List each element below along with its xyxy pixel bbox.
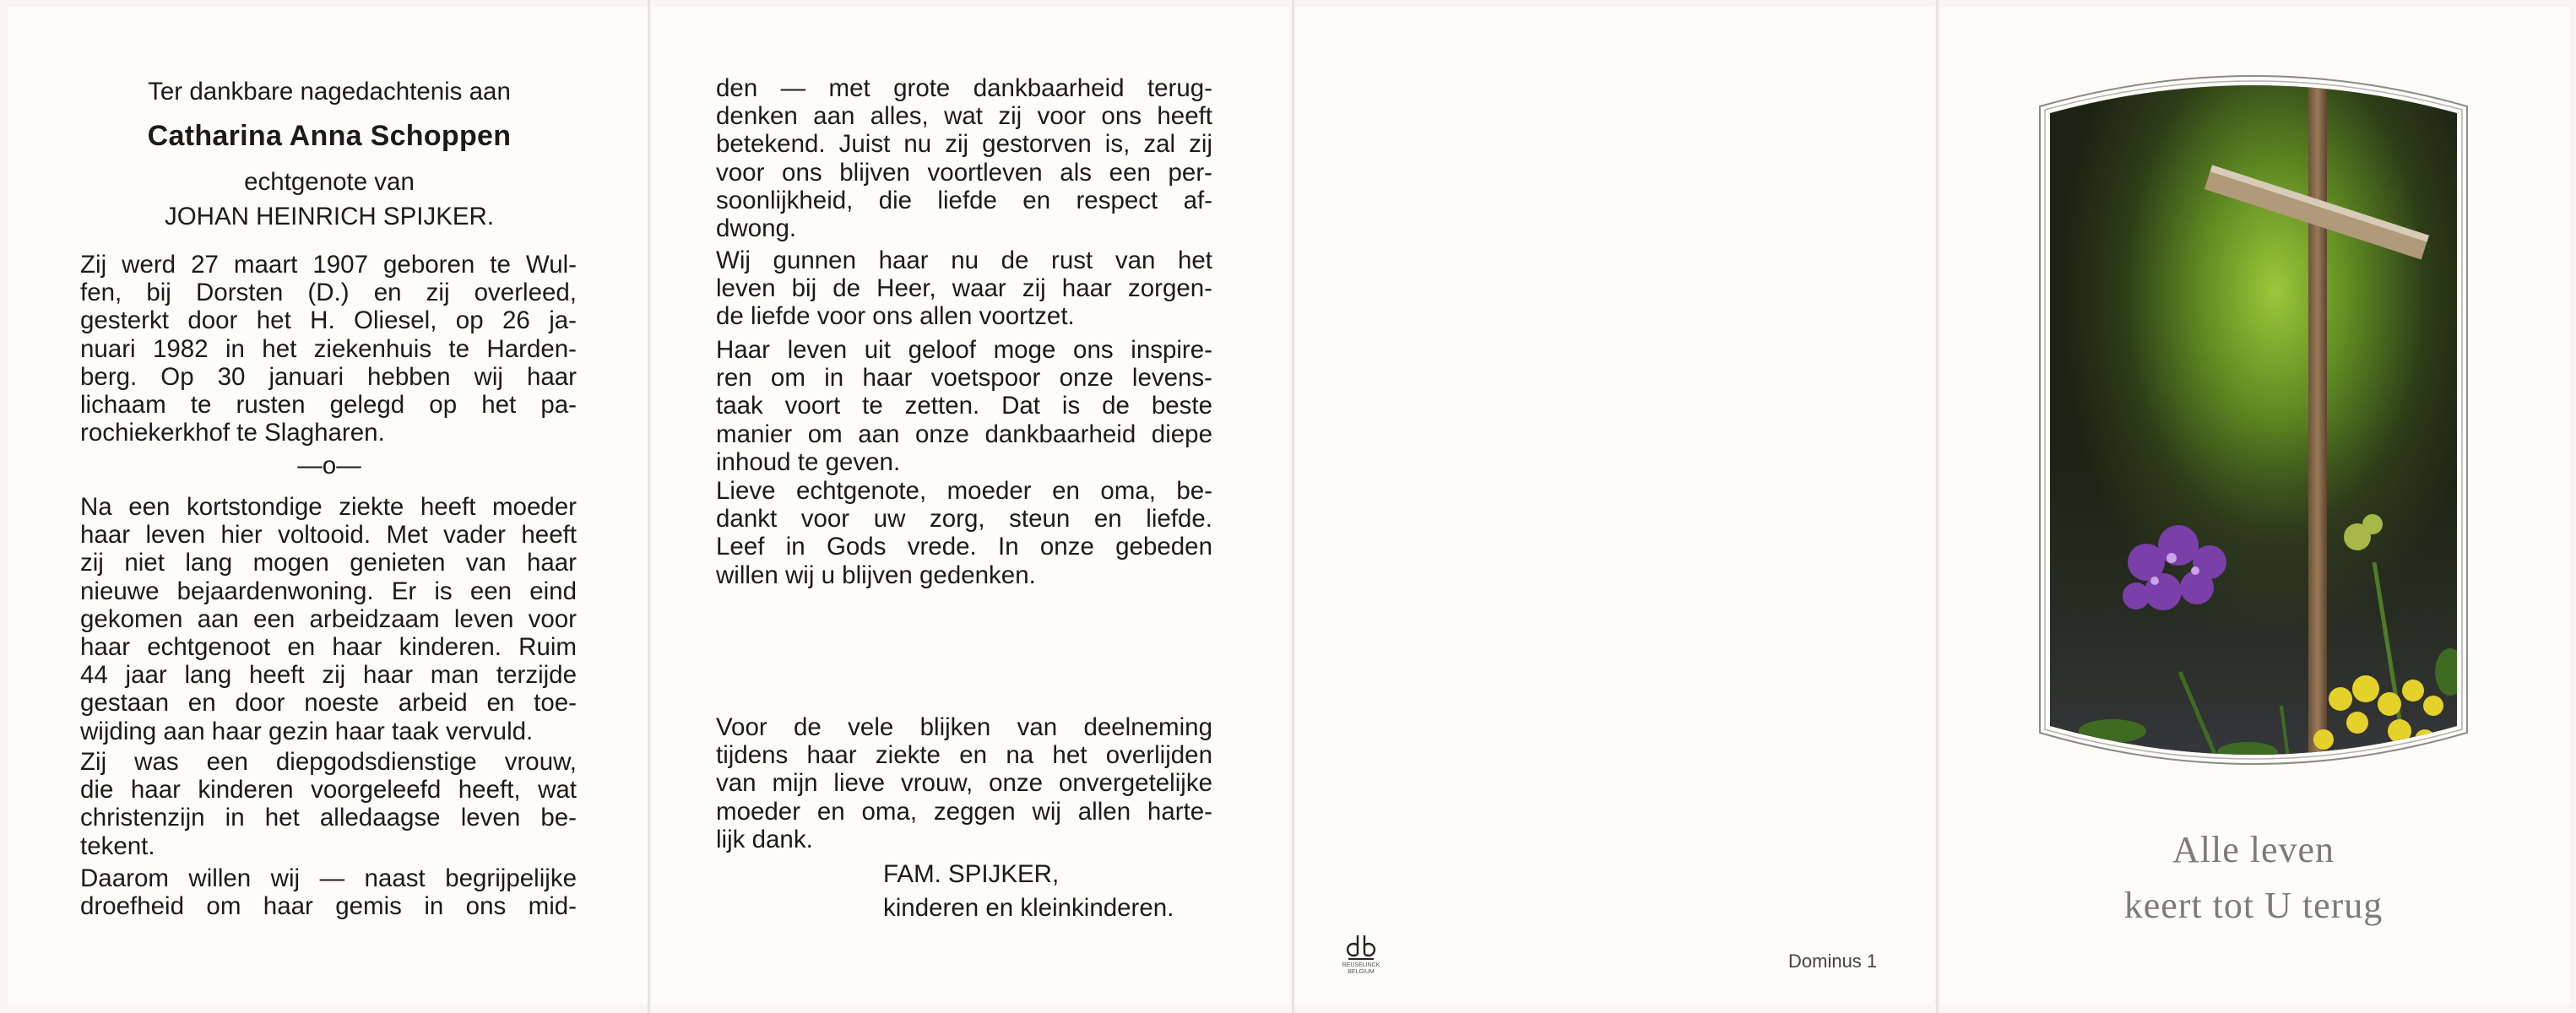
continuation-paragraph: [716, 74, 1212, 242]
inspiration-paragraph: [716, 336, 1212, 476]
fold-line: [648, 0, 650, 1013]
text-line: gesterkt door het H. Oliesel, op 26 ja-: [80, 306, 577, 335]
text-line: van mijn lieve vrouw, onze onvergetelijke: [716, 769, 1212, 798]
caption-line-2: keert tot U terug: [2123, 885, 2383, 926]
text-line: Na een kortstondige ziekte heeft moeder: [80, 493, 577, 521]
text-line: Wij gunnen haar nu de rust van het: [716, 246, 1212, 274]
caption-line-1: Alle leven: [2172, 829, 2335, 870]
closing-paragraph: [80, 864, 577, 920]
text-line: moeder en oma, zeggen wij allen harte-: [716, 797, 1212, 826]
series-label: Dominus 1: [1788, 951, 1878, 972]
text-line: lichaam te rusten gelegd op het pa-: [80, 391, 577, 420]
text-line: betekend. Juist nu zij gestorven is, zal zij: [716, 130, 1212, 159]
text-line: lijk dank.: [716, 825, 813, 853]
fold-line: [1936, 0, 1939, 1013]
text-line: fen, bij Dorsten (D.) en zij overleed,: [80, 279, 577, 307]
text-line: berg. Op 30 januari hebben wij haar: [80, 362, 577, 391]
text-line: haar echtgenoot en haar kinderen. Ruim: [80, 633, 577, 662]
text-line: Leef in Gods vrede. In onze gebeden: [716, 533, 1212, 561]
text-line: gekomen aan een arbeidzaam leven voor: [80, 604, 577, 633]
text-line: taak voort te zetten. Dat is de beste: [716, 392, 1212, 420]
publisher-logo: [1342, 934, 1380, 975]
farewell-paragraph: [716, 477, 1212, 589]
text-line: gestaan en door noeste arbeid en toe-: [80, 689, 577, 718]
text-line: Zij was een diepgodsdienstige vrouw,: [80, 748, 577, 776]
publisher-logo-icon: [1342, 934, 1380, 962]
text-line: Haar leven uit geloof moge ons inspire-: [716, 336, 1212, 364]
text-line: wijding aan haar gezin haar taak vervuld.: [80, 717, 534, 745]
text-line: rochiekerkhof te Slagharen.: [80, 419, 385, 447]
signature-children: kinderen en kleinkinderen.: [883, 894, 1174, 922]
tribute-paragraph: [80, 493, 577, 745]
biography-paragraph: [80, 251, 577, 447]
faith-paragraph: [80, 748, 577, 860]
cover-photo: [2036, 64, 2470, 772]
fold-line: [1292, 0, 1294, 1013]
text-line: Lieve echtgenote, moeder en oma, be-: [716, 477, 1212, 505]
text-line: christenzijn in het alledaagse leven be-: [80, 804, 577, 832]
text-line: haar leven hier voltooid. Met vader heeft: [80, 521, 577, 550]
text-line: die haar kinderen voorgeleefd heeft, wat: [80, 776, 577, 804]
text-line: nuari 1982 in het ziekenhuis te Harden-: [80, 334, 577, 363]
signature-family: FAM. SPIJKER,: [883, 860, 1060, 888]
thanks-paragraph: [716, 713, 1212, 853]
cover-caption: [2036, 822, 2470, 934]
text-line: inhoud te geven.: [716, 447, 901, 476]
text-line: manier om aan onze dankbaarheid diepe: [716, 420, 1212, 448]
separator: —o—: [297, 452, 361, 479]
text-line: 44 jaar lang heeft zij haar man terzijde: [80, 661, 577, 690]
text-line: nieuwe bejaardenwoning. Er is een eind: [80, 577, 577, 605]
text-line: Daarom willen wij — naast begrijpelijke: [80, 864, 577, 892]
intro-line: Ter dankbare nagedachtenis aan: [148, 78, 511, 106]
back-cover-panel: [1295, 7, 1934, 1005]
spouse-name: JOHAN HEINRICH SPIJKER.: [164, 203, 495, 230]
text-line: willen wij u blijven gedenken.: [716, 561, 1036, 589]
intro-text: [76, 78, 583, 106]
text-line: denken aan alles, wat zij voor ons heeft: [716, 102, 1212, 131]
text-line: zij niet lang mogen genieten van haar: [80, 549, 577, 577]
text-line: leven bij de Heer, waar zij haar zorgen-: [716, 274, 1212, 303]
text-line: Zij werd 27 maart 1907 geboren te Wul-: [80, 251, 577, 279]
signature-block: [883, 858, 1238, 925]
spouse-label: echtgenote van: [244, 168, 415, 196]
text-line: tijdens haar ziekte en na het overlijden: [716, 741, 1212, 770]
text-line: voor ons blijven voortleven als een per-: [716, 158, 1212, 187]
text-line: soonlijkheid, die liefde en respect af-: [716, 186, 1212, 214]
text-line: Voor de vele blijken van deelneming: [716, 713, 1212, 741]
rest-paragraph: [716, 246, 1212, 331]
text-line: dankt voor uw zorg, steun en liefde.: [716, 505, 1212, 534]
text-line: den — met grote dankbaarheid terug-: [716, 74, 1212, 102]
text-line: de liefde voor ons allen voortzet.: [716, 302, 1075, 331]
text-line: tekent.: [80, 832, 155, 860]
text-line: ren om in haar voetspoor onze levens-: [716, 364, 1212, 393]
text-line: dwong.: [716, 214, 797, 243]
deceased-name: Catharina Anna Schoppen: [147, 120, 512, 152]
text-line: droefheid om haar gemis in ons mid-: [80, 892, 577, 921]
publisher-caption: REUSELINCK BELGIUM: [1342, 962, 1380, 975]
cover-photo-frame: [2036, 64, 2470, 772]
